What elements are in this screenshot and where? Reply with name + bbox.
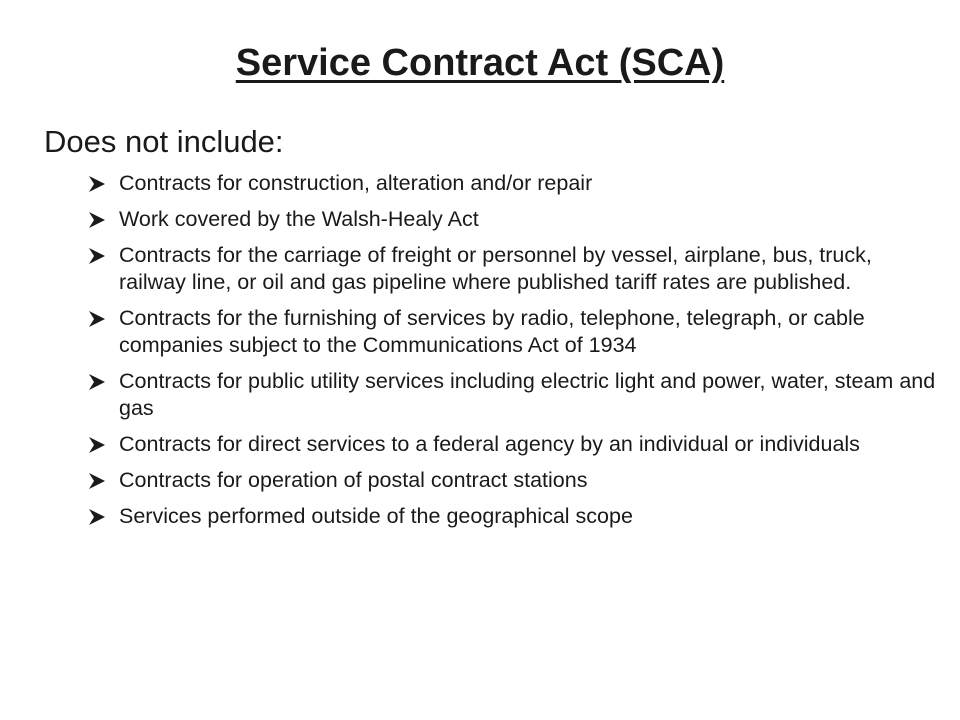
bullet-item [88, 467, 938, 494]
subheading: Does not include: [44, 124, 284, 159]
bullet-text: Contracts for the furnishing of services by radio, telephone, telegraph, or cable companies subject to the Communications Act of 1934 [119, 306, 865, 357]
bullet-item [88, 305, 938, 359]
arrowhead-bullet-icon [88, 305, 110, 332]
arrowhead-bullet-icon [88, 503, 110, 530]
arrowhead-bullet-icon [88, 170, 110, 197]
bullet-item [88, 368, 938, 422]
bullet-text: Contracts for direct services to a federal agency by an individual or individuals [119, 432, 860, 456]
arrowhead-bullet-icon [88, 206, 110, 233]
bullet-item [88, 170, 938, 197]
bullet-text: Contracts for public utility services including electric light and power, water, steam and gas [119, 369, 936, 420]
arrowhead-bullet-icon [88, 242, 110, 269]
bullet-text: Contracts for operation of postal contract stations [119, 468, 588, 492]
arrowhead-bullet-icon [88, 467, 110, 494]
bullet-item [88, 503, 938, 530]
arrowhead-bullet-icon [88, 368, 110, 395]
bullet-text: Contracts for the carriage of freight or personnel by vessel, airplane, bus, truck, railway line, or oil and gas pipeline where published tariff rates are published. [119, 243, 872, 294]
bullet-item [88, 206, 938, 233]
bullet-list [88, 170, 938, 539]
bullet-text: Work covered by the Walsh-Healy Act [119, 207, 479, 231]
arrowhead-bullet-icon [88, 431, 110, 458]
bullet-item [88, 431, 938, 458]
bullet-text: Contracts for construction, alteration and/or repair [119, 171, 593, 195]
slide-title: Service Contract Act (SCA) [235, 42, 725, 84]
bullet-text: Services performed outside of the geographical scope [119, 504, 633, 528]
bullet-item [88, 242, 938, 296]
